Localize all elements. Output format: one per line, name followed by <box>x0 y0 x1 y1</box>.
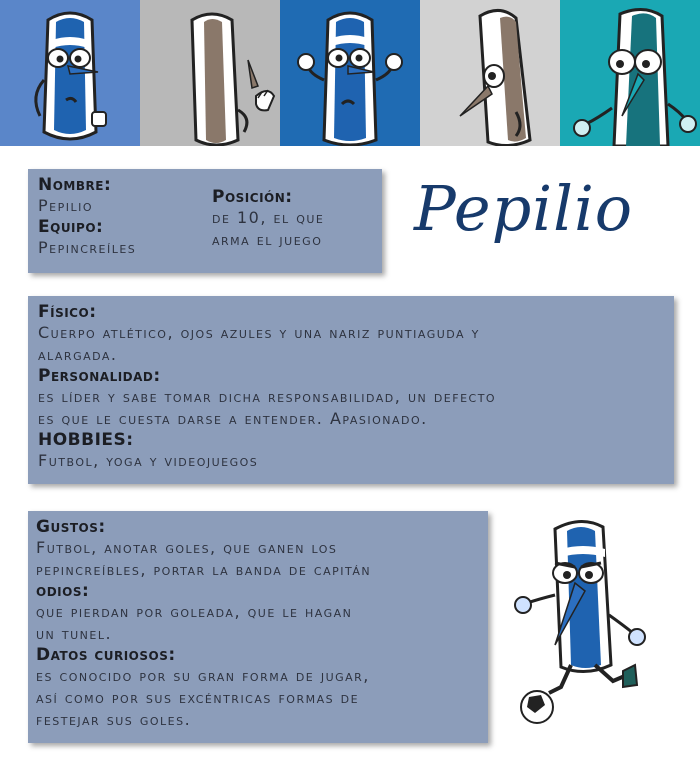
gustos-label: Gustos: <box>36 517 106 537</box>
datos-line-1: es conocido por su gran forma de jugar, <box>36 666 370 685</box>
fisico-label: Físico: <box>38 302 97 322</box>
character-three-quarter-illustration <box>560 0 700 146</box>
personalidad-line-1: es líder y sabe tomar dicha responsabilidad, un defecto <box>38 387 497 406</box>
personalidad-label: Personalidad: <box>38 366 161 386</box>
basic-info-box <box>28 169 382 273</box>
hobbies-line-1: Futbol, yoga y videojuegos <box>38 451 259 470</box>
character-front-illustration <box>0 0 140 146</box>
odios-line-1: que pierdan por goleada, que le hagan <box>36 602 353 621</box>
posicion-value-line-1: de 10, el que <box>212 208 325 227</box>
character-view-three-quarter <box>560 0 700 146</box>
fisico-line-2: alargada. <box>38 345 118 364</box>
character-view-arms-up <box>280 0 420 146</box>
character-view-front <box>0 0 140 146</box>
character-view-side <box>420 0 560 146</box>
character-view-back <box>140 0 280 146</box>
personalidad-line-2: es que le cuesta darse a entender. Apasionado. <box>38 409 428 428</box>
equipo-value: Pepincreíles <box>38 238 137 257</box>
odios-line-2: un tunel. <box>36 624 113 643</box>
fisico-line-1: Cuerpo atlético, ojos azules y una nariz puntiaguda y <box>38 323 480 342</box>
nombre-label: Nombre: <box>38 175 112 195</box>
profile-box <box>28 296 674 484</box>
character-kicking-ball-illustration <box>505 515 675 735</box>
datos-line-2: así como por sus excéntricas formas de <box>36 688 360 707</box>
gustos-line-2: pepincreíbles, portar la banda de capitán <box>36 560 372 579</box>
odios-label: odios: <box>36 581 90 601</box>
datos-line-3: festejar sus goles. <box>36 710 192 729</box>
nombre-value: Pepilio <box>38 196 94 215</box>
gustos-line-1: Futbol, anotar goles, que ganen los <box>36 538 338 557</box>
datos-label: Datos curiosos: <box>36 645 176 665</box>
posicion-label: Posición: <box>212 187 293 207</box>
hobbies-label: HOBBIES: <box>38 430 134 450</box>
character-back-illustration <box>140 0 280 146</box>
equipo-label: Equipo: <box>38 217 104 237</box>
posicion-value-line-2: arma el juego <box>212 230 323 249</box>
character-side-illustration <box>420 0 560 146</box>
character-views-strip <box>0 0 700 146</box>
character-arms-up-illustration <box>280 0 420 146</box>
character-name-title: Pepilio <box>414 172 634 245</box>
likes-box <box>28 511 488 743</box>
